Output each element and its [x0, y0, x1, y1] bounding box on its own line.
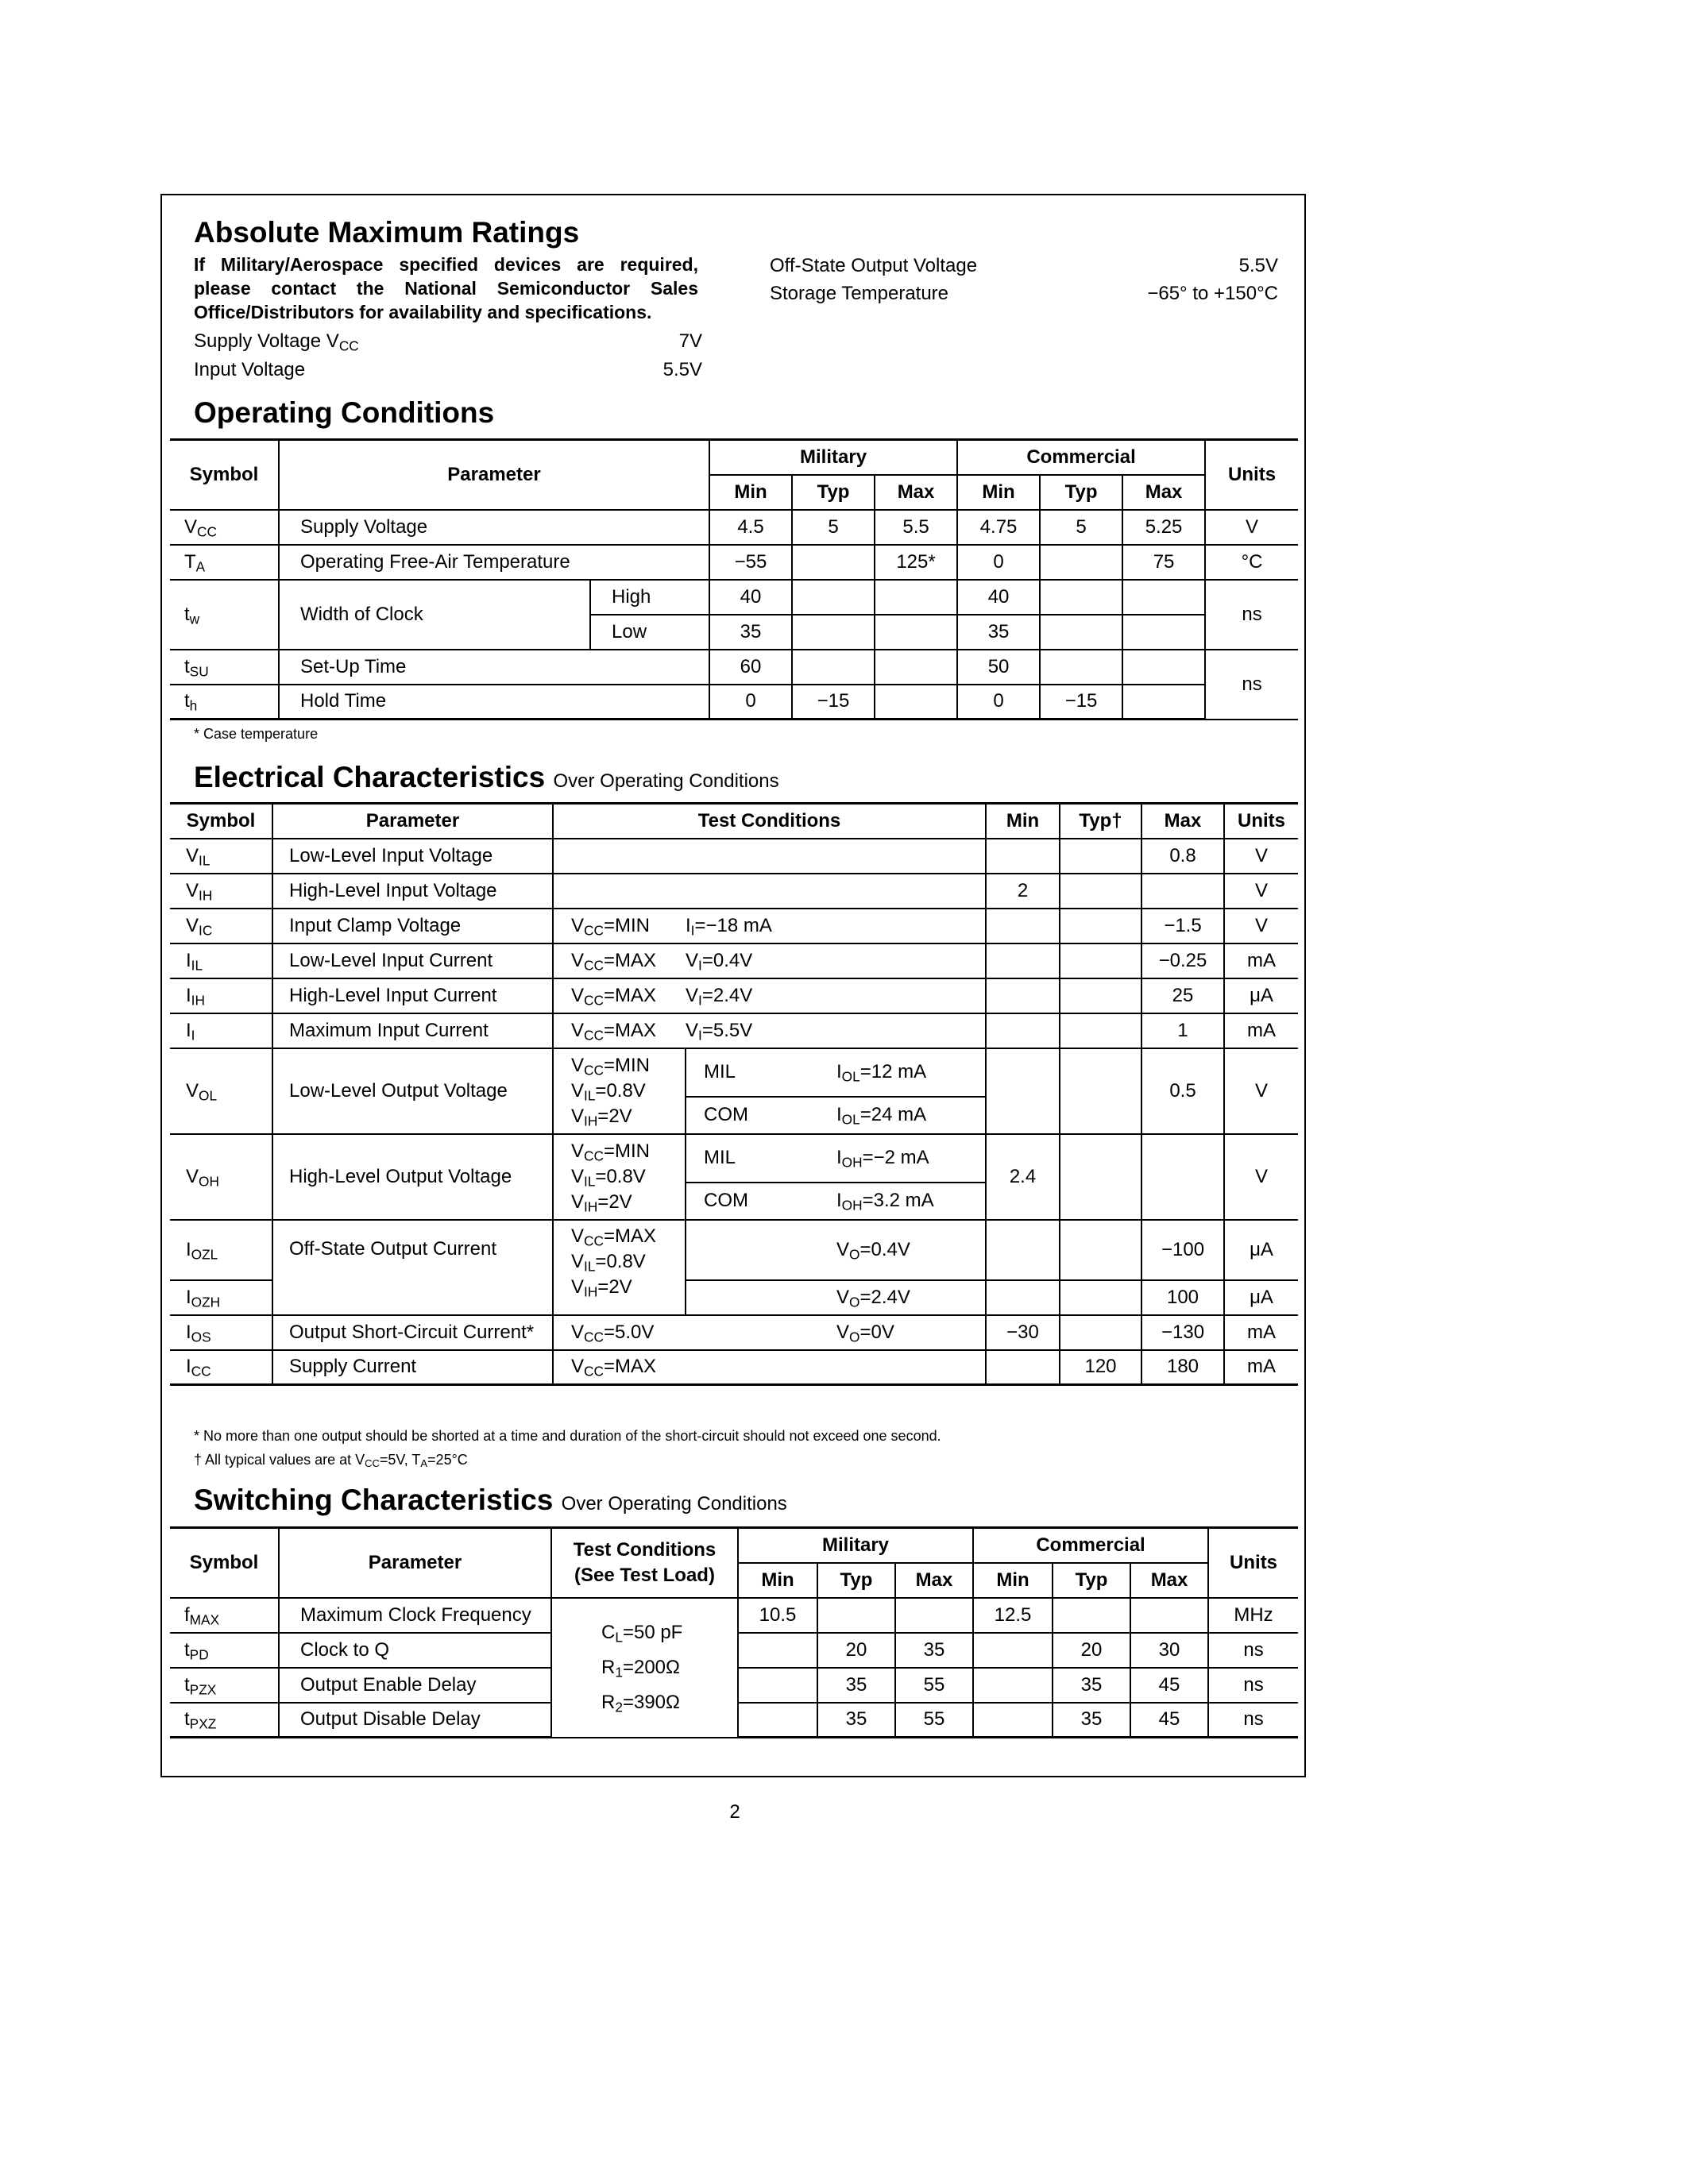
- op-th-mil-max: [875, 685, 957, 720]
- sw-h-cond: Test Conditions (See Test Load): [551, 1528, 738, 1598]
- sw-h-units: Units: [1208, 1528, 1298, 1598]
- op-vcc-mil-typ: 5: [792, 510, 875, 545]
- op-th-com-typ: −15: [1040, 685, 1122, 720]
- ec-vih-unit: V: [1224, 874, 1298, 909]
- ec-iozh-symbol: $I_{OZH}$: [170, 1280, 272, 1315]
- op-row-ta: [170, 545, 1298, 580]
- storage-temp-label: Storage Temperature: [770, 283, 949, 304]
- sw-tpd-param: Clock to Q: [279, 1633, 551, 1668]
- offstate-voltage-value: 5.5V: [1238, 255, 1278, 276]
- ec-vic-param: Input Clamp Voltage: [272, 909, 553, 943]
- ec-voh-symbol: $V_{OH}$: [170, 1134, 272, 1220]
- ec-footnote-2: † All typical values are at $V_{CC}=5V$, $T_A=25^\circ C$: [194, 1452, 468, 1470]
- op-tsu-param: Set-Up Time: [279, 650, 709, 685]
- page-number: 2: [729, 1801, 740, 1823]
- ec-vol-com-label: COM: [686, 1097, 836, 1134]
- op-vcc-com-min: 4.75: [957, 510, 1040, 545]
- ec-row-iozl: [170, 1220, 1298, 1280]
- operating-conditions-table: [170, 438, 1298, 720]
- ec-row-vil: [170, 839, 1298, 874]
- ec-vol-mil-cond: $I_{OL}=12$ mA: [836, 1048, 986, 1097]
- op-ta-com-typ: [1040, 545, 1122, 580]
- ec-vol-cond-stack: $V_{CC}=MIN$ $V_{IL}=0.8V$ $V_{IH}=2V$: [553, 1048, 686, 1134]
- ec-h-min: Min: [986, 804, 1060, 839]
- op-ta-com-min: 0: [957, 545, 1040, 580]
- ec-ii-typ: [1060, 1013, 1141, 1048]
- sw-tpxz-com-min: [973, 1703, 1053, 1738]
- ec-iozh-cond-blank: [686, 1280, 836, 1315]
- ec-ioz-param: Off-State Output Current: [272, 1220, 553, 1315]
- ec-h-cond: Test Conditions: [553, 804, 986, 839]
- ec-icc-symbol: $I_{CC}$: [170, 1350, 272, 1385]
- op-ta-com-max: 75: [1122, 545, 1205, 580]
- sw-h-symbol: Symbol: [170, 1528, 279, 1598]
- sw-h-mil-min: Min: [738, 1563, 817, 1598]
- op-twh-mil-min: 40: [709, 580, 792, 615]
- sw-tpxz-param: Output Disable Delay: [279, 1703, 551, 1738]
- ec-iil-min: [986, 943, 1060, 978]
- ec-iozh-max: 100: [1141, 1280, 1224, 1315]
- ec-vih-max: [1141, 874, 1224, 909]
- ec-iil-symbol: $I_{IL}$: [170, 943, 272, 978]
- ec-icc-max: 180: [1141, 1350, 1224, 1385]
- ec-vol-symbol: $V_{OL}$: [170, 1048, 272, 1134]
- sw-tpxz-mil-min: [738, 1703, 817, 1738]
- ec-ios-param: Output Short-Circuit Current*: [272, 1315, 553, 1350]
- ec-voh-param: High-Level Output Voltage: [272, 1134, 553, 1220]
- op-vcc-mil-min: 4.5: [709, 510, 792, 545]
- ec-h-symbol: Symbol: [170, 804, 272, 839]
- op-h-com-typ: Typ: [1040, 475, 1122, 510]
- ec-vih-param: High-Level Input Voltage: [272, 874, 553, 909]
- sw-h-com-max: Max: [1130, 1563, 1208, 1598]
- ec-row-ii: [170, 1013, 1298, 1048]
- ec-voh-typ: [1060, 1134, 1141, 1220]
- supply-voltage-rating: [194, 330, 702, 353]
- op-h-military: Military: [709, 440, 957, 475]
- ec-row-voh-mil: [170, 1134, 1298, 1183]
- op-vcc-com-max: 5.25: [1122, 510, 1205, 545]
- op-th-com-min: 0: [957, 685, 1040, 720]
- sw-tpzx-unit: ns: [1208, 1668, 1298, 1703]
- ec-iih-max: 25: [1141, 978, 1224, 1013]
- ec-iozl-symbol: $I_{OZL}$: [170, 1220, 272, 1280]
- op-tsu-mil-typ: [792, 650, 875, 685]
- sw-tpxz-symbol: $t_{PXZ}$: [170, 1703, 279, 1738]
- ec-iih-unit: μA: [1224, 978, 1298, 1013]
- op-twh-com-max: [1122, 580, 1205, 615]
- sw-fmax-symbol: $f_{MAX}$: [170, 1598, 279, 1633]
- ec-h-max: Max: [1141, 804, 1224, 839]
- ec-iil-cond2: $V_I=0.4V$: [686, 943, 986, 978]
- ec-vil-max: 0.8: [1141, 839, 1224, 874]
- ec-icc-unit: mA: [1224, 1350, 1298, 1385]
- ec-vol-param: Low-Level Output Voltage: [272, 1048, 553, 1134]
- op-twl-mil-typ: [792, 615, 875, 650]
- ec-iozh-unit: μA: [1224, 1280, 1298, 1315]
- sw-tpxz-mil-max: 55: [895, 1703, 973, 1738]
- ec-row-iil: [170, 943, 1298, 978]
- sw-tpd-mil-min: [738, 1633, 817, 1668]
- ec-h-param: Parameter: [272, 804, 553, 839]
- ec-ios-symbol: $I_{OS}$: [170, 1315, 272, 1350]
- ec-title-text: Electrical Characteristics: [194, 761, 546, 793]
- op-ta-unit: °C: [1205, 545, 1298, 580]
- ec-iozh-cond: $V_O=2.4V$: [836, 1280, 986, 1315]
- sw-fmax-mil-max: [895, 1598, 973, 1633]
- op-tw-symbol: $t_w$: [170, 580, 279, 650]
- ec-iih-cond2: $V_I=2.4V$: [686, 978, 986, 1013]
- sw-cond-stack: $C_L=50$ pF $R_1=200\Omega$ $R_2=390\Omega$: [551, 1598, 738, 1738]
- ec-iozl-typ: [1060, 1220, 1141, 1280]
- op-twh-mil-max: [875, 580, 957, 615]
- ec-vol-mil-label: MIL: [686, 1048, 836, 1097]
- op-ta-mil-typ: [792, 545, 875, 580]
- ec-voh-mil-label: MIL: [686, 1134, 836, 1183]
- op-twh-com-min: 40: [957, 580, 1040, 615]
- sw-title-text: Switching Characteristics: [194, 1484, 554, 1516]
- op-vcc-mil-max: 5.5: [875, 510, 957, 545]
- op-tsu-com-max: [1122, 650, 1205, 685]
- ec-vic-unit: V: [1224, 909, 1298, 943]
- ec-vol-typ: [1060, 1048, 1141, 1134]
- sw-h-military: Military: [738, 1528, 973, 1563]
- op-h-commercial: Commercial: [957, 440, 1205, 475]
- op-tsu-com-min: 50: [957, 650, 1040, 685]
- ec-vih-symbol: $V_{IH}$: [170, 874, 272, 909]
- supply-voltage-label: Supply Voltage V: [194, 330, 339, 352]
- sw-tpd-com-max: 30: [1130, 1633, 1208, 1668]
- op-row-vcc: [170, 510, 1298, 545]
- ec-iozl-cond-blank: [686, 1220, 836, 1280]
- op-tw-high-label: High: [590, 580, 709, 615]
- ec-ii-param: Maximum Input Current: [272, 1013, 553, 1048]
- abs-max-warning: If Military/Aerospace specified devices are required, please contact the National Semiconductor Sales Office/Distributors for availability and specifications.: [194, 254, 698, 322]
- op-th-symbol: $t_h$: [170, 685, 279, 720]
- ec-icc-min: [986, 1350, 1060, 1385]
- op-tw-low-label: Low: [590, 615, 709, 650]
- sw-tpxz-com-typ: 35: [1053, 1703, 1130, 1738]
- ec-vil-unit: V: [1224, 839, 1298, 874]
- op-tsu-com-typ: [1040, 650, 1122, 685]
- ec-vil-symbol: $V_{IL}$: [170, 839, 272, 874]
- sw-fmax-com-min: 12.5: [973, 1598, 1053, 1633]
- ec-ios-min: −30: [986, 1315, 1060, 1350]
- ec-vol-unit: V: [1224, 1048, 1298, 1134]
- op-twl-mil-min: 35: [709, 615, 792, 650]
- ec-footnote-1: * No more than one output should be shorted at a time and duration of the short-circuit should not exceed one second.: [194, 1428, 941, 1444]
- ec-h-units: Units: [1224, 804, 1298, 839]
- op-tw-unit: ns: [1205, 580, 1298, 650]
- sw-tpxz-com-max: 45: [1130, 1703, 1208, 1738]
- sw-h-com-min: Min: [973, 1563, 1053, 1598]
- ec-voh-max: [1141, 1134, 1224, 1220]
- datasheet-frame: [160, 194, 1306, 1777]
- ec-vic-typ: [1060, 909, 1141, 943]
- sw-fmax-unit: MHz: [1208, 1598, 1298, 1633]
- op-ta-param: Operating Free-Air Temperature: [279, 545, 709, 580]
- ec-icc-typ: 120: [1060, 1350, 1141, 1385]
- ec-ios-cond1: $V_{CC}=5.0V$: [553, 1315, 836, 1350]
- op-twh-mil-typ: [792, 580, 875, 615]
- ec-vic-cond2: $I_I=-18$ mA: [686, 909, 986, 943]
- ec-vic-min: [986, 909, 1060, 943]
- sw-fmax-param: Maximum Clock Frequency: [279, 1598, 551, 1633]
- sw-subtitle: Over Operating Conditions: [561, 1493, 787, 1515]
- sw-tpzx-symbol: $t_{PZX}$: [170, 1668, 279, 1703]
- ec-iozl-cond: $V_O=0.4V$: [836, 1220, 986, 1280]
- ec-row-ios: [170, 1315, 1298, 1350]
- ec-iozl-min: [986, 1220, 1060, 1280]
- ec-row-vic: [170, 909, 1298, 943]
- sw-tpd-unit: ns: [1208, 1633, 1298, 1668]
- ec-iozl-unit: μA: [1224, 1220, 1298, 1280]
- op-h-symbol: Symbol: [170, 440, 279, 510]
- op-tsu-symbol: $t_{SU}$: [170, 650, 279, 685]
- ec-iih-typ: [1060, 978, 1141, 1013]
- ec-row-iih: [170, 978, 1298, 1013]
- op-row-tsu: [170, 650, 1298, 685]
- ec-voh-cond-stack: $V_{CC}=MIN$ $V_{IL}=0.8V$ $V_{IH}=2V$: [553, 1134, 686, 1220]
- ec-vol-com-cond: $I_{OL}=24$ mA: [836, 1097, 986, 1134]
- op-footnote: * Case temperature: [194, 726, 319, 742]
- ec-ioz-cond-stack: $V_{CC}=MAX$ $V_{IL}=0.8V$ $V_{IH}=2V$: [553, 1220, 686, 1315]
- op-tw-param: Width of Clock: [279, 580, 590, 650]
- ec-title: [194, 761, 779, 794]
- ec-h-typ: Typ†: [1060, 804, 1141, 839]
- ec-ii-cond1: $V_{CC}=MAX$: [553, 1013, 686, 1048]
- sw-h-commercial: Commercial: [973, 1528, 1208, 1563]
- ec-iozl-max: −100: [1141, 1220, 1224, 1280]
- ec-ii-symbol: $I_I$: [170, 1013, 272, 1048]
- op-twl-com-min: 35: [957, 615, 1040, 650]
- ec-iil-param: Low-Level Input Current: [272, 943, 553, 978]
- sw-tpd-symbol: $t_{PD}$: [170, 1633, 279, 1668]
- op-twh-com-typ: [1040, 580, 1122, 615]
- sw-tpzx-mil-min: [738, 1668, 817, 1703]
- op-ta-mil-max: 125*: [875, 545, 957, 580]
- ec-row-vol-mil: [170, 1048, 1298, 1097]
- op-tsuh-unit: ns: [1205, 650, 1298, 720]
- ec-iih-param: High-Level Input Current: [272, 978, 553, 1013]
- ec-voh-com-cond: $I_{OH}=3.2$ mA: [836, 1183, 986, 1220]
- sw-tpd-mil-typ: 20: [817, 1633, 895, 1668]
- ec-ios-max: −130: [1141, 1315, 1224, 1350]
- storage-temp-rating: [770, 283, 1278, 305]
- offstate-voltage-rating: [770, 255, 1278, 277]
- supply-voltage-value: 7V: [678, 330, 702, 352]
- input-voltage-rating: [194, 359, 702, 381]
- op-h-com-max: Max: [1122, 475, 1205, 510]
- supply-voltage-sub: CC: [338, 338, 359, 354]
- op-vcc-param: Supply Voltage: [279, 510, 709, 545]
- sw-tpd-mil-max: 35: [895, 1633, 973, 1668]
- op-ta-mil-min: −55: [709, 545, 792, 580]
- op-tsu-mil-max: [875, 650, 957, 685]
- op-twl-mil-max: [875, 615, 957, 650]
- ec-iil-unit: mA: [1224, 943, 1298, 978]
- ec-vic-cond1: $V_{CC}=MIN$: [553, 909, 686, 943]
- op-row-tw-high: [170, 580, 1298, 615]
- ec-vil-cond: [553, 839, 986, 874]
- ec-ii-unit: mA: [1224, 1013, 1298, 1048]
- ec-iih-min: [986, 978, 1060, 1013]
- sw-h-mil-max: Max: [895, 1563, 973, 1598]
- sw-tpzx-mil-typ: 35: [817, 1668, 895, 1703]
- sw-h-param: Parameter: [279, 1528, 551, 1598]
- ec-iih-symbol: $I_{IH}$: [170, 978, 272, 1013]
- ec-ii-max: 1: [1141, 1013, 1224, 1048]
- op-vcc-symbol: $V_{CC}$: [170, 510, 279, 545]
- op-h-mil-typ: Typ: [792, 475, 875, 510]
- storage-temp-value: −65° to +150°C: [1147, 283, 1278, 304]
- input-voltage-label: Input Voltage: [194, 359, 306, 380]
- sw-fmax-mil-typ: [817, 1598, 895, 1633]
- ec-voh-mil-cond: $I_{OH}=-2$ mA: [836, 1134, 986, 1183]
- ec-ii-cond2: $V_I=5.5V$: [686, 1013, 986, 1048]
- op-twl-com-typ: [1040, 615, 1122, 650]
- op-vcc-com-typ: 5: [1040, 510, 1122, 545]
- sw-fmax-com-typ: [1053, 1598, 1130, 1633]
- op-ta-symbol: $T_A$: [170, 545, 279, 580]
- op-th-param: Hold Time: [279, 685, 709, 720]
- ec-vol-min: [986, 1048, 1060, 1134]
- sw-title: [194, 1484, 787, 1517]
- sw-fmax-com-max: [1130, 1598, 1208, 1633]
- ec-vic-symbol: $V_{IC}$: [170, 909, 272, 943]
- switching-characteristics-table: [170, 1526, 1298, 1738]
- ec-vih-cond: [553, 874, 986, 909]
- op-th-mil-typ: −15: [792, 685, 875, 720]
- electrical-characteristics-table: [170, 802, 1298, 1386]
- ec-voh-unit: V: [1224, 1134, 1298, 1220]
- ec-row-icc: [170, 1350, 1298, 1385]
- sw-fmax-mil-min: 10.5: [738, 1598, 817, 1633]
- sw-tpxz-unit: ns: [1208, 1703, 1298, 1738]
- ec-vih-min: 2: [986, 874, 1060, 909]
- op-row-th: [170, 685, 1298, 720]
- op-title: Operating Conditions: [194, 396, 495, 429]
- op-h-units: Units: [1205, 440, 1298, 510]
- op-twl-com-max: [1122, 615, 1205, 650]
- ec-vil-param: Low-Level Input Voltage: [272, 839, 553, 874]
- ec-iil-cond1: $V_{CC}=MAX$: [553, 943, 686, 978]
- ec-voh-min: 2.4: [986, 1134, 1060, 1220]
- ec-ios-typ: [1060, 1315, 1141, 1350]
- sw-tpzx-param: Output Enable Delay: [279, 1668, 551, 1703]
- ec-iih-cond1: $V_{CC}=MAX$: [553, 978, 686, 1013]
- ec-vil-typ: [1060, 839, 1141, 874]
- ec-iil-typ: [1060, 943, 1141, 978]
- ec-ios-unit: mA: [1224, 1315, 1298, 1350]
- ec-vic-max: −1.5: [1141, 909, 1224, 943]
- abs-max-title: Absolute Maximum Ratings: [194, 216, 580, 249]
- op-h-mil-min: Min: [709, 475, 792, 510]
- op-th-mil-min: 0: [709, 685, 792, 720]
- ec-iozh-min: [986, 1280, 1060, 1315]
- op-h-param: Parameter: [279, 440, 709, 510]
- ec-ii-min: [986, 1013, 1060, 1048]
- sw-tpd-com-typ: 20: [1053, 1633, 1130, 1668]
- ec-iil-max: −0.25: [1141, 943, 1224, 978]
- sw-tpzx-mil-max: 55: [895, 1668, 973, 1703]
- sw-tpzx-com-min: [973, 1668, 1053, 1703]
- sw-tpzx-com-max: 45: [1130, 1668, 1208, 1703]
- sw-h-mil-typ: Typ: [817, 1563, 895, 1598]
- sw-tpzx-com-typ: 35: [1053, 1668, 1130, 1703]
- ec-row-vih: [170, 874, 1298, 909]
- op-vcc-unit: V: [1205, 510, 1298, 545]
- ec-subtitle: Over Operating Conditions: [553, 770, 779, 792]
- ec-iozh-typ: [1060, 1280, 1141, 1315]
- op-th-com-max: [1122, 685, 1205, 720]
- sw-h-com-typ: Typ: [1053, 1563, 1130, 1598]
- sw-tpd-com-min: [973, 1633, 1053, 1668]
- sw-row-fmax: [170, 1598, 1298, 1633]
- ec-voh-com-label: COM: [686, 1183, 836, 1220]
- ec-icc-param: Supply Current: [272, 1350, 553, 1385]
- offstate-voltage-label: Off-State Output Voltage: [770, 255, 978, 276]
- ec-icc-cond: $V_{CC}=MAX$: [553, 1350, 986, 1385]
- op-h-mil-max: Max: [875, 475, 957, 510]
- op-tsu-mil-min: 60: [709, 650, 792, 685]
- ec-ios-cond2: $V_O=0V$: [836, 1315, 986, 1350]
- sw-tpxz-mil-typ: 35: [817, 1703, 895, 1738]
- op-h-com-min: Min: [957, 475, 1040, 510]
- ec-vol-max: 0.5: [1141, 1048, 1224, 1134]
- ec-vih-typ: [1060, 874, 1141, 909]
- ec-vil-min: [986, 839, 1060, 874]
- input-voltage-value: 5.5V: [662, 359, 702, 380]
